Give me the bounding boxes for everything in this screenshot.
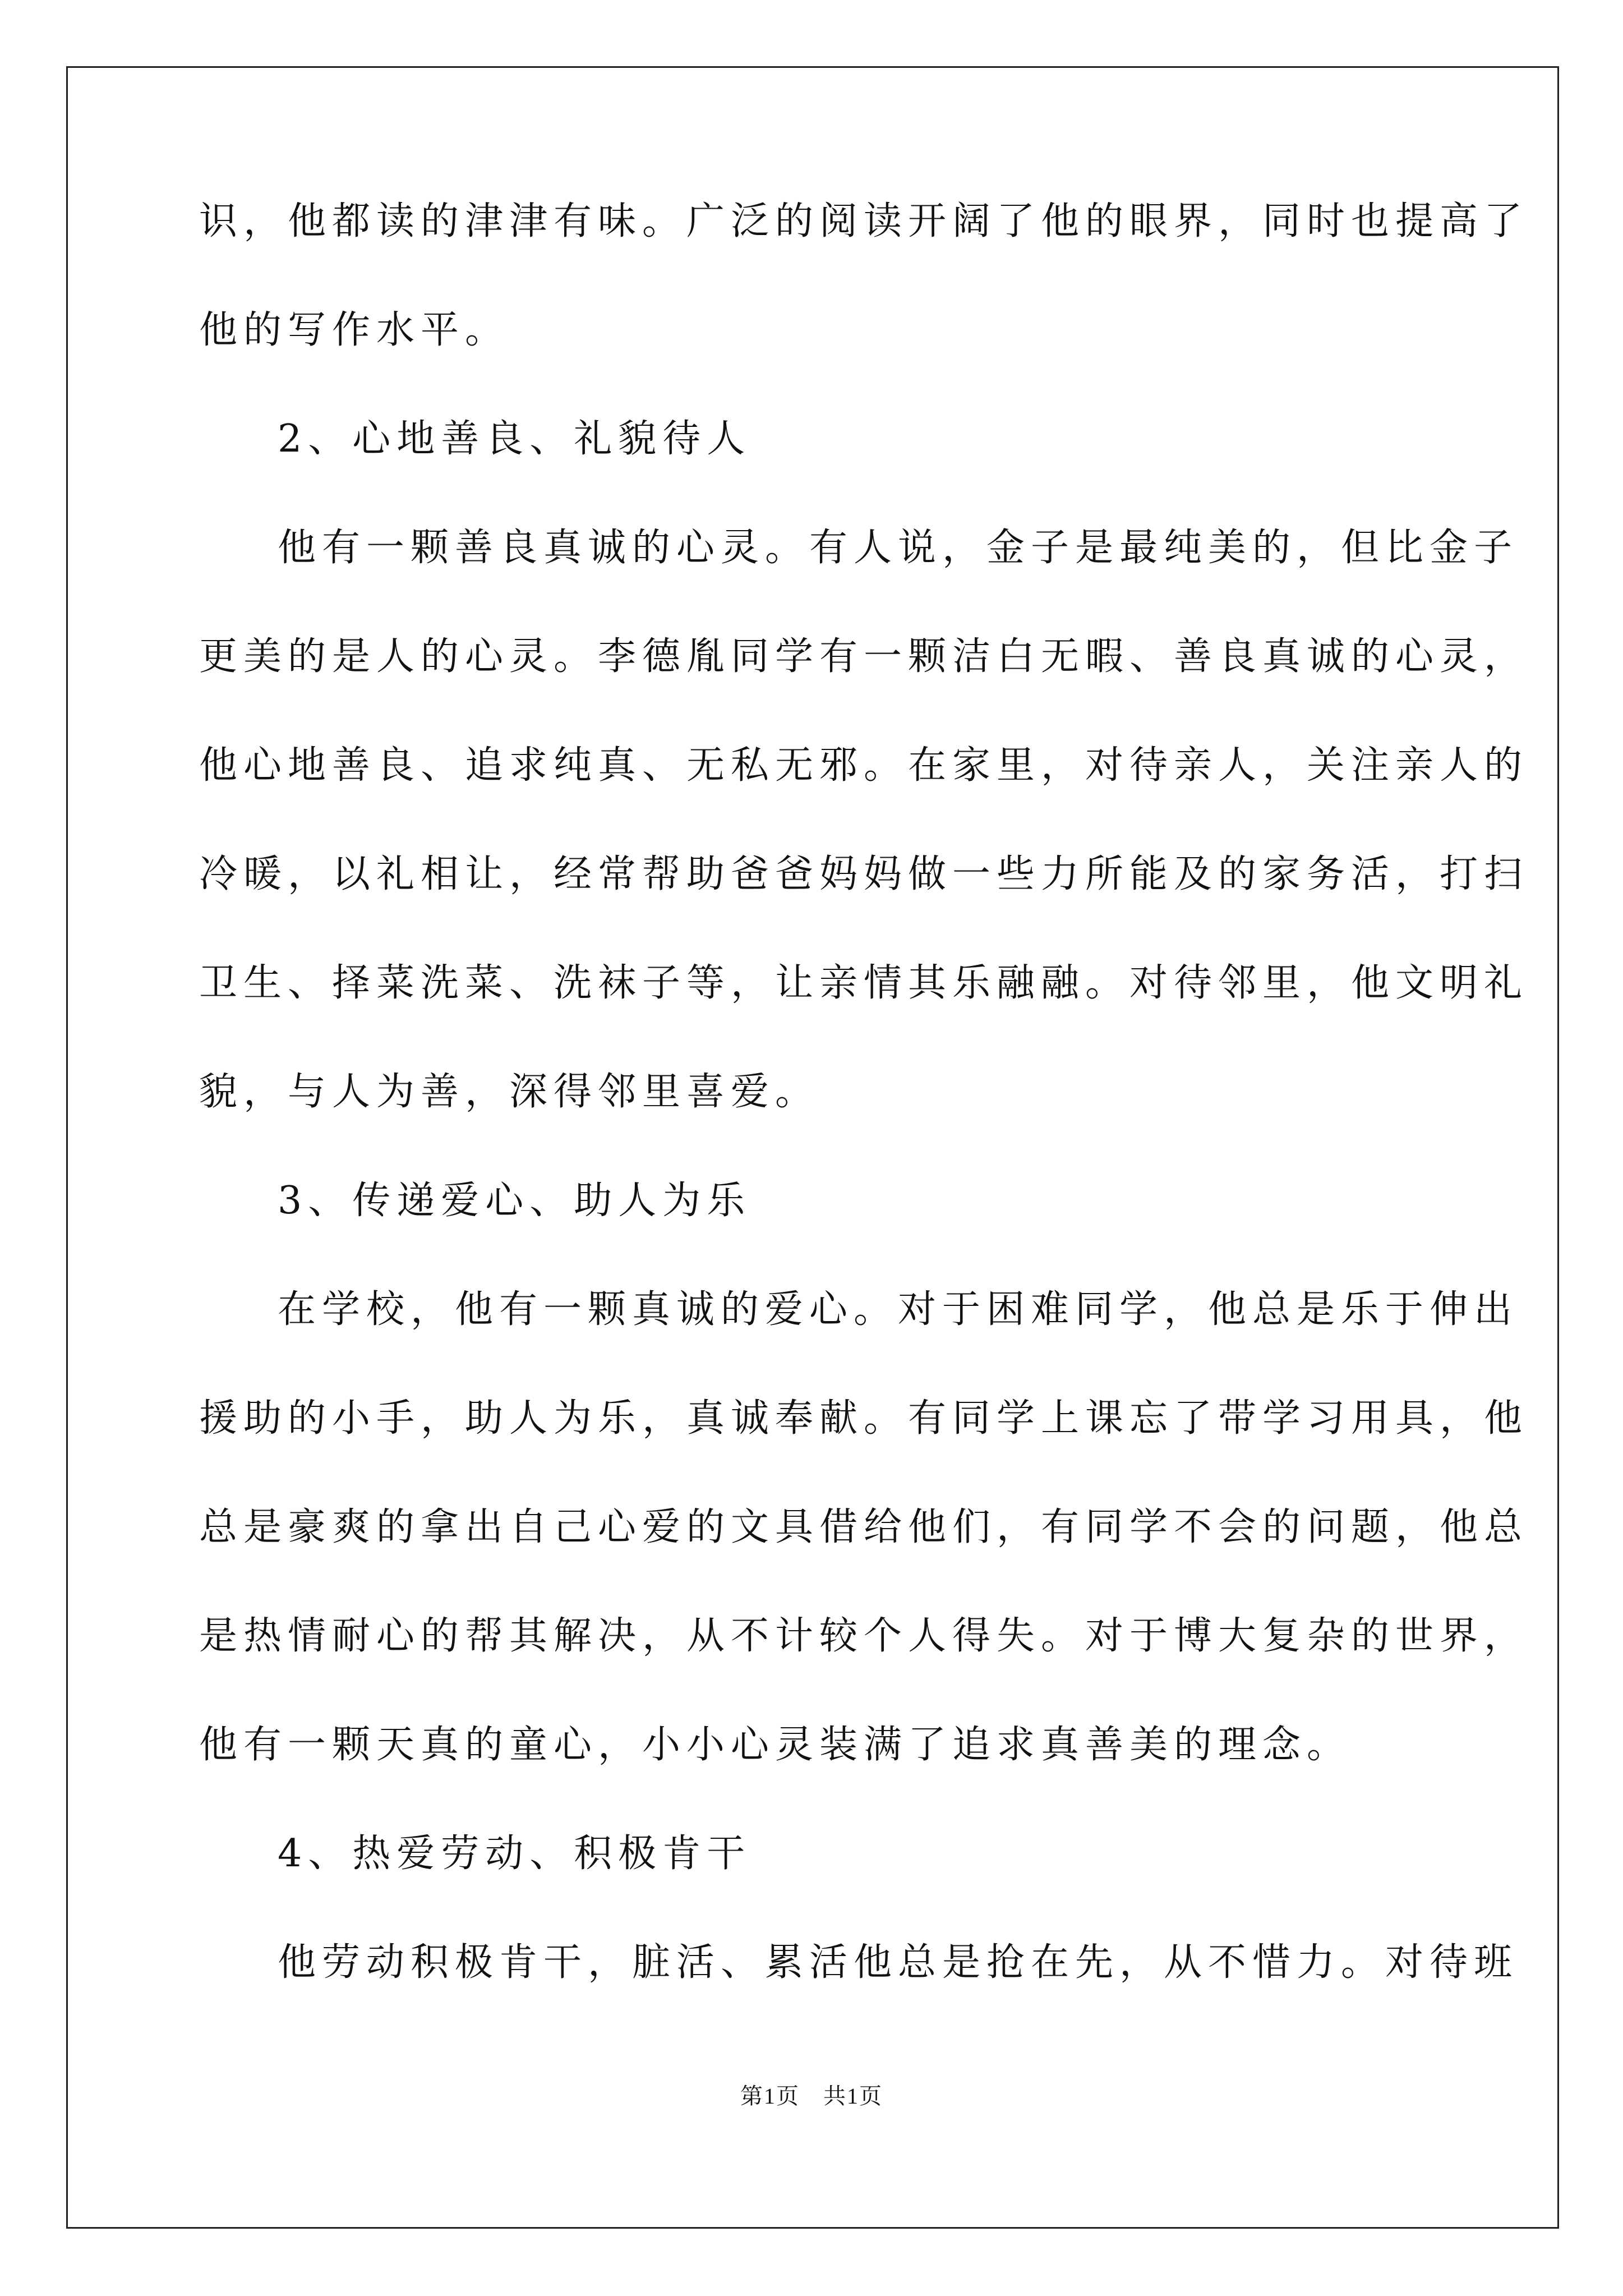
body-line: 在学校，他有一颗真诚的爱心。对于困难同学，他总是乐于伸出 [278,1287,1519,1332]
section-heading: 2、心地善良、礼貌待人 [278,417,751,461]
body-line: 他有一颗天真的童心，小小心灵装满了追求真善美的理念。 [199,1723,1352,1767]
body-line: 更美的是人的心灵。李德胤同学有一颗洁白无暇、善良真诚的心灵， [199,634,1529,679]
body-line: 他劳动积极肯干，脏活、累活他总是抢在先，从不惜力。对待班 [278,1940,1519,1985]
body-line: 卫生、择菜洗菜、洗袜子等，让亲情其乐融融。对待邻里，他文明礼 [199,961,1529,1005]
body-line: 貌，与人为善，深得邻里喜爱。 [199,1070,820,1114]
section-heading: 4、热爱劳动、积极肯干 [278,1832,751,1876]
body-line: 是热情耐心的帮其解决，从不计较个人得失。对于博大复杂的世界， [199,1614,1529,1658]
page-footer: 第1页 共1页 [740,2083,883,2109]
body-line: 识，他都读的津津有味。广泛的阅读开阔了他的眼界，同时也提高了 [199,199,1529,243]
body-line: 总是豪爽的拿出自己心爱的文具借给他们，有同学不会的问题，他总 [199,1505,1529,1549]
body-line: 援助的小手，助人为乐，真诚奉献。有同学上课忘了带学习用具，他 [199,1396,1529,1441]
body-line: 冷暖，以礼相让，经常帮助爸爸妈妈做一些力所能及的家务活，打扫 [199,852,1529,896]
body-line: 他有一颗善良真诚的心灵。有人说，金子是最纯美的，但比金子 [278,526,1519,570]
page-border [66,66,1559,2229]
body-line: 他心地善良、追求纯真、无私无邪。在家里，对待亲人，关注亲人的 [199,743,1529,788]
body-line: 他的写作水平。 [199,308,510,352]
section-heading: 3、传递爱心、助人为乐 [278,1179,751,1223]
